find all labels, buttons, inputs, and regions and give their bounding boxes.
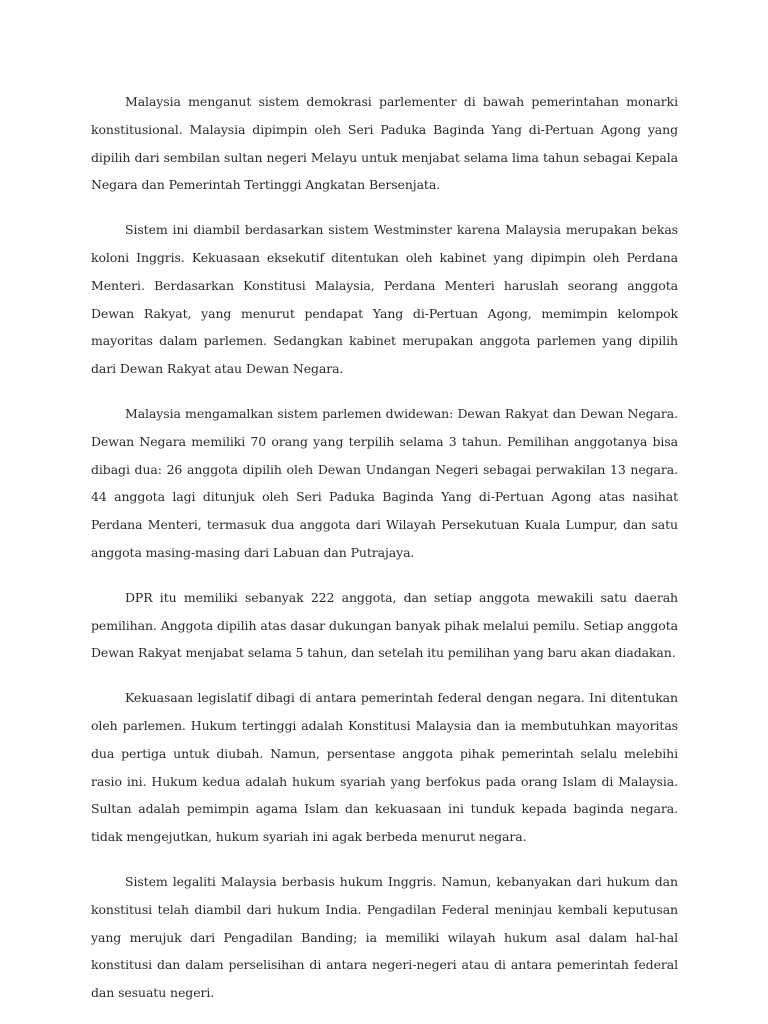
- paragraph-2: Sistem ini diambil berdasarkan sistem Westminster karena Malaysia merupakan bekas koloni Inggris. Kekuasaan eksekutif ditentukan oleh kabinet yang dipimpin oleh Perdana Menteri. Berdasarkan Konstitusi Malaysia, Perdana Menteri haruslah seorang anggota Dewan Rakyat, yang menurut pendapat Yang di-Pertuan Agong, memimpin kelompok mayoritas dalam parlemen. Sedangkan kabinet merupakan anggota parlemen yang dipilih dari Dewan Rakyat atau Dewan Negara.: [91, 222, 678, 377]
- paragraph-1: Malaysia menganut sistem demokrasi parlementer di bawah pemerintahan monarki konstitusional. Malaysia dipimpin oleh Seri Paduka Baginda Yang di-Pertuan Agong yang dipilih dari sembilan sultan negeri Melayu untuk menjabat selama lima tahun sebagai Kepala Negara dan Pemerintah Tertinggi Angkatan Bersenjata.: [91, 94, 678, 193]
- paragraph-6: Sistem legaliti Malaysia berbasis hukum Inggris. Namun, kebanyakan dari hukum dan konstitusi telah diambil dari hukum India. Pengadilan Federal meninjau kembali keputusan yang merujuk dari Pengadilan Banding; ia memiliki wilayah hukum asal dalam hal-hal konstitusi dan dalam perselisihan di antara negeri-negeri atau di antara pemerintah federal dan sesuatu negeri.: [91, 873, 678, 1001]
- paragraph-5: Kekuasaan legislatif dibagi di antara pemerintah federal dengan negara. Ini ditentukan oleh parlemen. Hukum tertinggi adalah Konstitusi Malaysia dan ia membutuhkan mayoritas dua pertiga untuk diubah. Namun, persentase anggota pihak pemerintah selalu melebihi rasio ini. Hukum kedua adalah hukum syariah yang berfokus pada orang Islam di Malaysia. Sultan adalah pemimpin agama Islam dan kekuasaan ini tunduk kepada baginda negara. tidak mengejutkan, hukum syariah ini agak berbeda menurut negara.: [91, 690, 678, 845]
- paragraph-4: DPR itu memiliki sebanyak 222 anggota, dan setiap anggota mewakili satu daerah pemilihan. Anggota dipilih atas dasar dukungan banyak pihak melalui pemilu. Setiap anggota Dewan Rakyat menjabat selama 5 tahun, dan setelah itu pemilihan yang baru akan diadakan.: [91, 589, 678, 661]
- document-body: [91, 88, 678, 1024]
- paragraph-3: Malaysia mengamalkan sistem parlemen dwidewan: Dewan Rakyat dan Dewan Negara. Dewan Negara memiliki 70 orang yang terpilih selama 3 tahun. Pemilihan anggotanya bisa dibagi dua: 26 anggota dipilih oleh Dewan Undangan Negeri sebagai perwakilan 13 negara. 44 anggota lagi ditunjuk oleh Seri Paduka Baginda Yang di-Pertuan Agong atas nasihat Perdana Menteri, termasuk dua anggota dari Wilayah Persekutuan Kuala Lumpur, dan satu anggota masing-masing dari Labuan dan Putrajaya.: [91, 405, 678, 560]
